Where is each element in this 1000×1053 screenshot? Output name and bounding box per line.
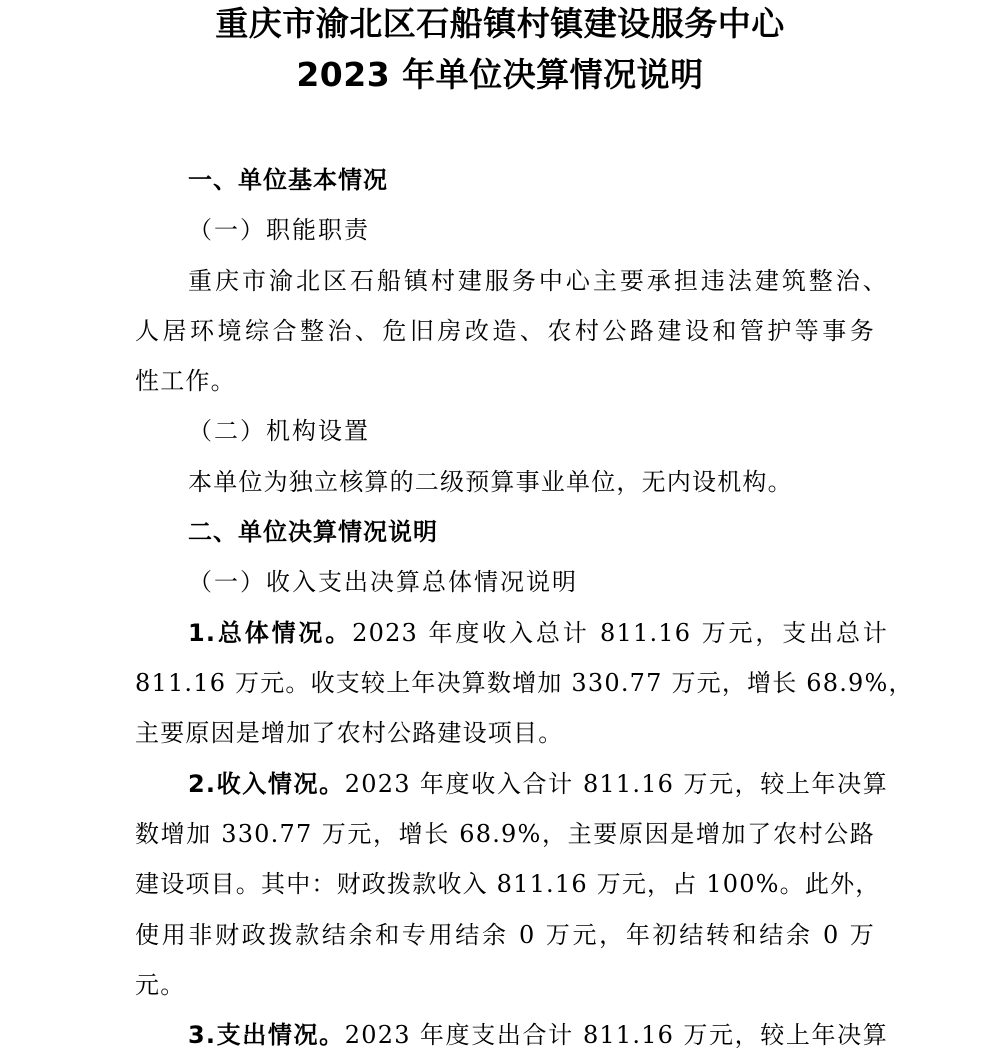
expense-paragraph-line	[188, 1020, 888, 1050]
document-title-line2: 2023 年单位决算情况说明	[296, 55, 704, 94]
section1-heading: 一、单位基本情况	[188, 166, 388, 194]
duties-paragraph-line: 人居环境综合整治、危旧房改造、农村公路建设和管护等事务	[135, 317, 875, 345]
overall-paragraph-line	[188, 618, 888, 648]
duties-paragraph-line: 性工作。	[135, 367, 236, 395]
income-paragraph-line: 使用非财政拨款结余和专用结余 0 万元，年初结转和结余 0 万	[135, 921, 875, 949]
income-paragraph-line	[188, 769, 888, 799]
org-paragraph: 本单位为独立核算的二级预算事业单位，无内设机构。	[188, 468, 793, 496]
expense-lead: 3.支出情况。	[188, 1021, 345, 1049]
income-paragraph-line: 建设项目。其中：财政拨款收入 811.16 万元，占 100%。此外，	[135, 870, 881, 898]
income-lead: 2.收入情况。	[188, 770, 345, 798]
income-paragraph-line: 数增加 330.77 万元，增长 68.9%，主要原因是增加了农村公路	[135, 820, 875, 848]
section1-sub1-heading: （一）职能职责	[188, 216, 370, 244]
overall-line1-text: 2023 年度收入总计 811.16 万元，支出总计	[352, 619, 889, 647]
section2-sub1-heading: （一）收入支出决算总体情况说明	[188, 568, 578, 596]
overall-lead: 1.总体情况。	[188, 619, 353, 647]
expense-line1-text: 2023 年度支出合计 811.16 万元，较上年决算	[344, 1021, 889, 1049]
document-title-line1: 重庆市渝北区石船镇村镇建设服务中心	[215, 4, 785, 43]
overall-paragraph-line: 主要原因是增加了农村公路建设项目。	[135, 719, 564, 747]
income-line1-text: 2023 年度收入合计 811.16 万元，较上年决算	[344, 770, 889, 798]
duties-paragraph-line: 重庆市渝北区石船镇村建服务中心主要承担违法建筑整治、	[188, 267, 888, 295]
section1-sub2-heading: （二）机构设置	[188, 417, 370, 445]
overall-paragraph-line: 811.16 万元。收支较上年决算数增加 330.77 万元，增长 68.9%，	[135, 669, 914, 697]
section2-heading: 二、单位决算情况说明	[188, 518, 438, 546]
income-paragraph-line: 元。	[135, 971, 186, 999]
